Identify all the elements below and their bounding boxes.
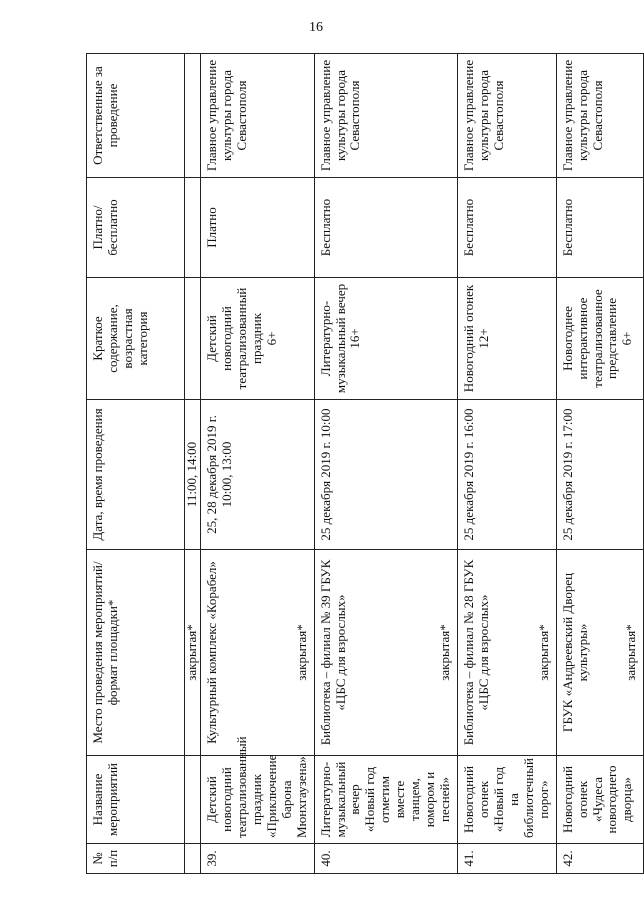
page-number: 16	[309, 20, 323, 35]
table-row	[201, 54, 315, 874]
row-paid: Платно	[201, 178, 315, 278]
venue-format: закрытая*	[437, 624, 453, 681]
venue-text: Библиотека – филиал № 28 ГБУК «ЦБС для взрослых»	[461, 559, 491, 746]
row-date: 25 декабря 2019 г. 10:00	[314, 400, 457, 550]
header-number: № п/п	[87, 844, 185, 874]
row-paid: Бесплатно	[314, 178, 457, 278]
subrow-cell	[185, 178, 201, 278]
row-responsible: Главное управление культуры города Севастополя	[314, 54, 457, 178]
table-row	[314, 54, 457, 874]
row-number: 42.	[556, 844, 643, 874]
subrow-date: 11:00, 14:00	[185, 400, 201, 550]
row-venue	[201, 550, 315, 756]
subrow-cell	[185, 54, 201, 178]
venue-text: Культурный комплекс «Корабел»	[204, 561, 219, 744]
age-category: 6+	[263, 331, 279, 346]
row-venue	[556, 550, 643, 756]
rotated-table-container	[86, 54, 638, 874]
row-date: 25 декабря 2019 г. 16:00	[458, 400, 557, 550]
events-table	[86, 53, 644, 874]
row-name: Литературно-музыкальный вечер «Новый год отметим вместе танцем, юмором и песней»	[314, 756, 457, 844]
row-date: 25, 28 декабря 2019 г. 10:00, 13:00	[201, 400, 315, 550]
row-venue	[458, 550, 557, 756]
header-paid: Платно/ бесплатно	[87, 178, 185, 278]
row-responsible: Главное управление культуры города Севастополя	[556, 54, 643, 178]
row-number: 40.	[314, 844, 457, 874]
row-content	[556, 278, 643, 400]
venue-format: закрытая*	[535, 624, 551, 681]
row-number: 41.	[458, 844, 557, 874]
table-row	[458, 54, 557, 874]
row-content	[314, 278, 457, 400]
header-content: Краткое содержание, возрастная категория	[87, 278, 185, 400]
row-paid: Бесплатно	[458, 178, 557, 278]
age-category: 6+	[619, 331, 635, 346]
table-subrow	[185, 54, 201, 874]
row-venue	[314, 550, 457, 756]
row-name: Новогодний огонек «Новый год на библиотечный порог»	[458, 756, 557, 844]
header-responsible: Ответственные за проведение	[87, 54, 185, 178]
row-content	[201, 278, 315, 400]
header-venue: Место проведения мероприятий/ формат площадки*	[87, 550, 185, 756]
header-name: Название мероприятий	[87, 756, 185, 844]
table-header-row	[87, 54, 185, 874]
content-text: Новогоднее интерактивное театрализованное представление	[559, 289, 620, 388]
row-name: Новогодний огонек «Чудеса новогоднего дворца»	[556, 756, 643, 844]
age-category: 16+	[347, 328, 363, 349]
subrow-cell	[185, 756, 201, 844]
subrow-cell	[185, 278, 201, 400]
row-number: 39.	[201, 844, 315, 874]
venue-text: Библиотека – филиал № 39 ГБУК «ЦБС для взрослых»	[317, 559, 348, 746]
table-row	[556, 54, 643, 874]
row-responsible: Главное управление культуры города Севастополя	[201, 54, 315, 178]
venue-format: закрытая*	[293, 624, 309, 681]
row-responsible: Главное управление культуры города Севастополя	[458, 54, 557, 178]
subrow-cell	[185, 844, 201, 874]
row-date: 25 декабря 2019 г. 17:00	[556, 400, 643, 550]
venue-format: закрытая*	[622, 624, 638, 681]
content-text: Детский новогодний театрализованный праздник	[204, 287, 264, 390]
row-paid: Бесплатно	[556, 178, 643, 278]
venue-text: ГБУК «Андреевский Дворец культуры»	[559, 572, 590, 733]
content-text: Новогодний огонек	[461, 284, 476, 393]
header-date: Дата, время проведения	[87, 400, 185, 550]
content-text: Литературно-музыкальный вечер	[317, 283, 348, 394]
age-category: 12+	[475, 328, 491, 349]
row-name: Детский новогодний театрализованный праздник «Приключение барона Мюнхгаузена»	[201, 756, 315, 844]
row-content	[458, 278, 557, 400]
subrow-venue-format: закрытая*	[185, 550, 201, 756]
